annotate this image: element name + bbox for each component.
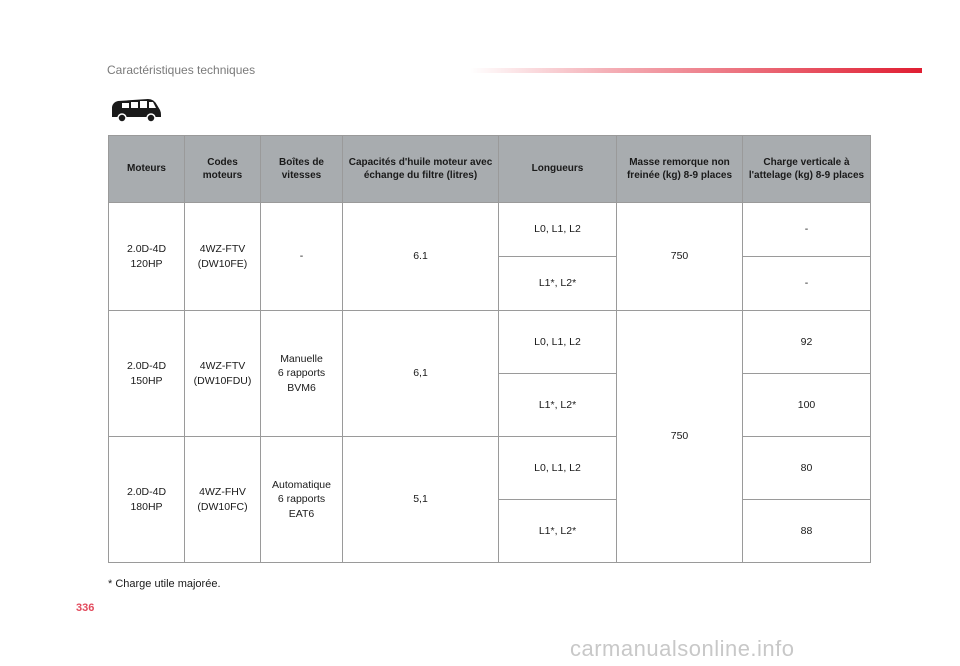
longueur-cell: L1*, L2* — [499, 257, 617, 311]
boite-cell: - — [261, 203, 343, 311]
charge-cell: 88 — [743, 500, 871, 563]
col-header-masse: Masse remorque non freinée (kg) 8-9 places — [617, 136, 743, 203]
masse-cell: 750 — [617, 203, 743, 311]
charge-cell: 80 — [743, 437, 871, 500]
huile-cell: 6.1 — [343, 203, 499, 311]
huile-cell: 6,1 — [343, 311, 499, 437]
footnote: * Charge utile majorée. — [108, 578, 221, 590]
longueur-cell: L0, L1, L2 — [499, 203, 617, 257]
masse-cell: 750 — [617, 311, 743, 563]
moteur-cell: 2.0D-4D 180HP — [109, 437, 185, 563]
col-header-boites: Boîtes de vitesses — [261, 136, 343, 203]
header-rule — [470, 68, 922, 73]
huile-cell: 5,1 — [343, 437, 499, 563]
section-title: Caractéristiques techniques — [107, 63, 256, 77]
longueur-cell: L1*, L2* — [499, 500, 617, 563]
table-row — [109, 311, 871, 374]
col-header-huile: Capacités d'huile moteur avec échange du filtre (litres) — [343, 136, 499, 203]
table-header-row — [109, 136, 871, 203]
col-header-moteurs: Moteurs — [109, 136, 185, 203]
charge-cell: 92 — [743, 311, 871, 374]
col-header-longueurs: Longueurs — [499, 136, 617, 203]
boite-cell: Manuelle 6 rapports BVM6 — [261, 311, 343, 437]
moteur-cell: 2.0D-4D 120HP — [109, 203, 185, 311]
page-number: 336 — [76, 602, 95, 614]
moteur-cell: 2.0D-4D 150HP — [109, 311, 185, 437]
table-row — [109, 203, 871, 257]
specs-table — [108, 135, 871, 563]
code-cell: 4WZ-FTV (DW10FE) — [185, 203, 261, 311]
charge-cell: - — [743, 203, 871, 257]
charge-cell: - — [743, 257, 871, 311]
col-header-charge: Charge verticale à l'attelage (kg) 8-9 places — [743, 136, 871, 203]
van-icon — [108, 96, 162, 124]
longueur-cell: L0, L1, L2 — [499, 311, 617, 374]
charge-cell: 100 — [743, 374, 871, 437]
col-header-codes: Codes moteurs — [185, 136, 261, 203]
longueur-cell: L1*, L2* — [499, 374, 617, 437]
boite-cell: Automatique 6 rapports EAT6 — [261, 437, 343, 563]
watermark: carmanualsonline.info — [570, 636, 795, 661]
code-cell: 4WZ-FTV (DW10FDU) — [185, 311, 261, 437]
code-cell: 4WZ-FHV (DW10FC) — [185, 437, 261, 563]
table-row — [109, 437, 871, 500]
longueur-cell: L0, L1, L2 — [499, 437, 617, 500]
